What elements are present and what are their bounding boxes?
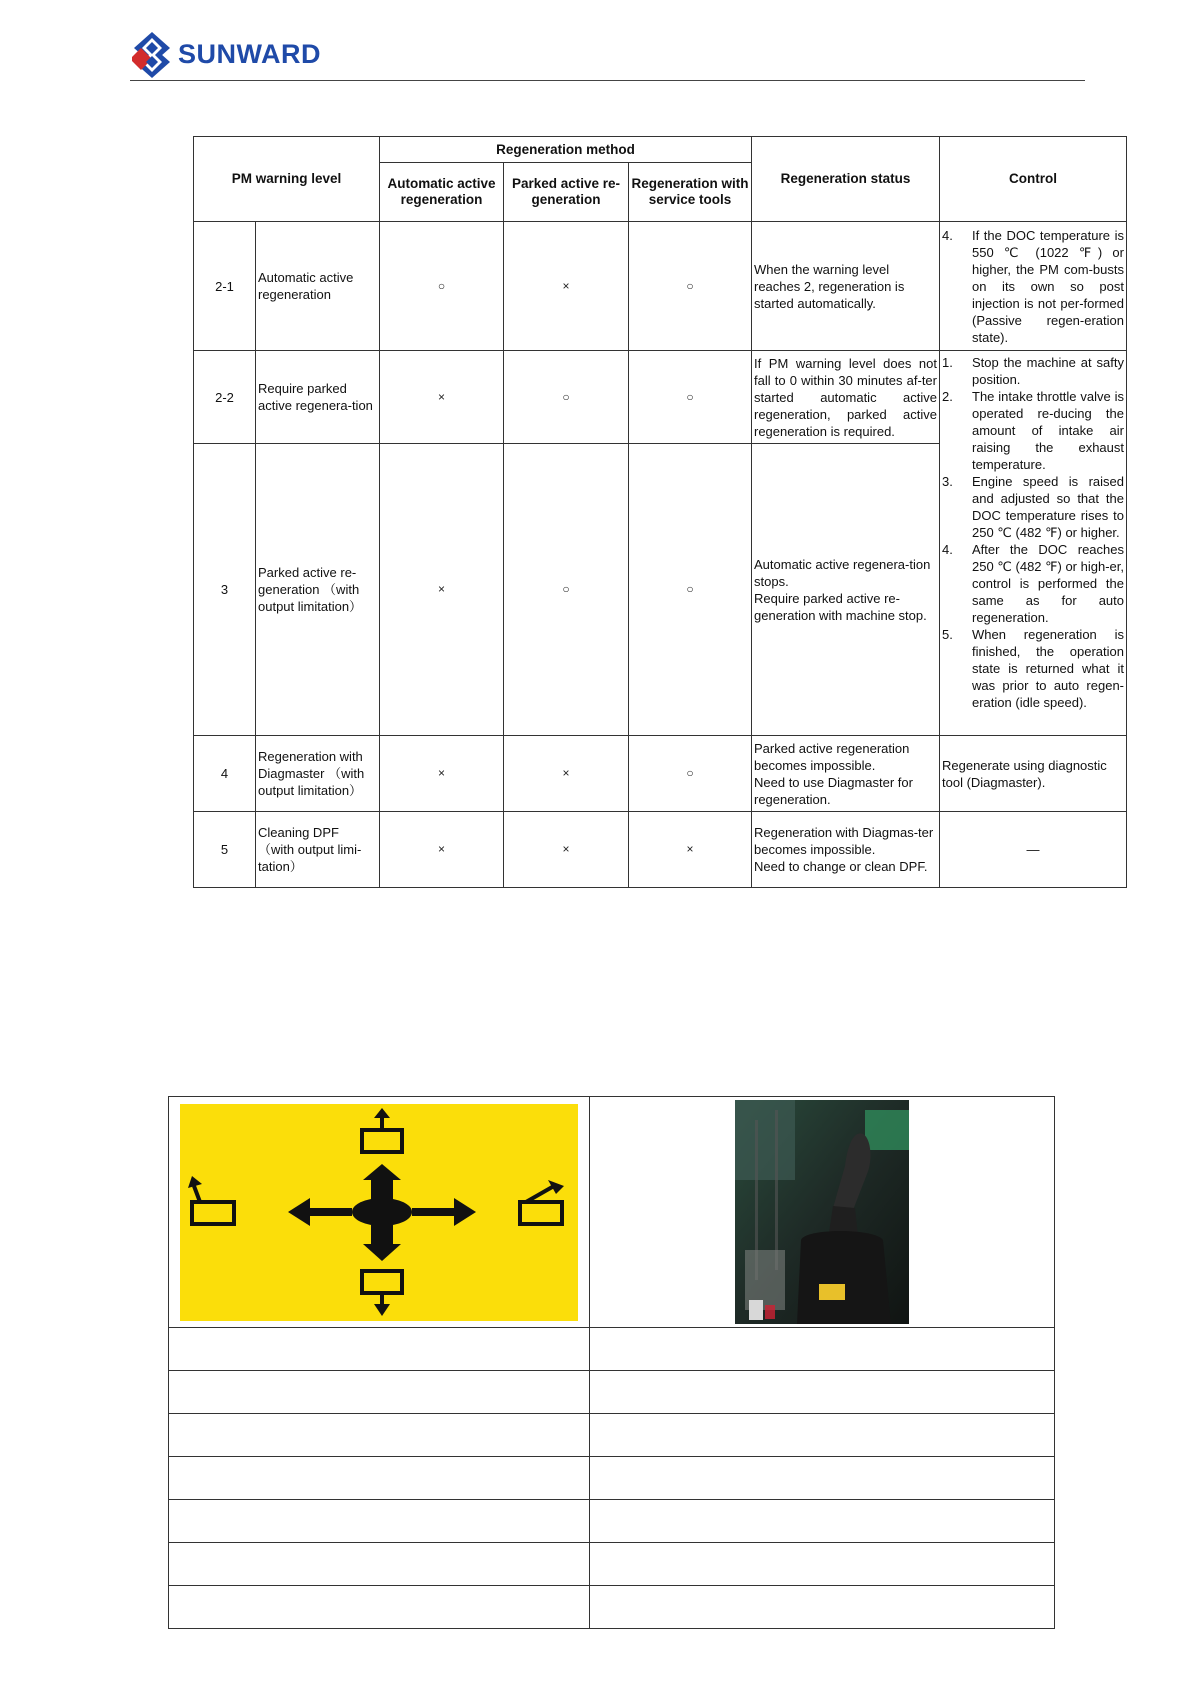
control-step-text: After the DOC reaches 250 ℃ (482 ℉) or high-er, control is performed the same as for auto regeneration. — [972, 542, 1124, 625]
page-header — [130, 26, 1085, 82]
empty-cell — [169, 1543, 590, 1586]
table-row — [194, 351, 1127, 444]
empty-cell — [590, 1500, 1055, 1543]
control-step-text: If the DOC temperature is 550 ℃ (1022 ℉) or higher, the PM com-busts on its own so post injection is not per-formed (Passive regen-eration state). — [972, 227, 1124, 345]
pattern-diagram-cell — [169, 1097, 590, 1328]
header-regeneration-status: Regeneration status — [752, 137, 940, 222]
brand-name: SUNWARD — [178, 39, 321, 69]
control-step-number: 1. — [942, 355, 953, 370]
table-row — [169, 1500, 1055, 1543]
level-cell: 3 — [194, 444, 256, 736]
status-line: Automatic active regenera-tion stops. — [754, 556, 931, 589]
parked-active-mark: ○ — [504, 444, 629, 736]
status-line: Need to change or clean DPF. — [754, 859, 928, 874]
control-step-number: 5. — [942, 627, 953, 642]
table-row — [169, 1414, 1055, 1457]
status-cell — [752, 736, 940, 812]
empty-cell — [590, 1586, 1055, 1629]
control-cell: Regenerate using diagnostic tool (Diagmaster). — [940, 736, 1127, 812]
control-step-number: 4. — [942, 542, 953, 557]
status-cell — [752, 444, 940, 736]
status-line: Need to use Diagmaster for regeneration. — [754, 774, 913, 807]
table-row — [169, 1371, 1055, 1414]
table-row — [169, 1543, 1055, 1586]
level-name-cell: Automatic active regeneration — [256, 222, 380, 351]
empty-cell — [590, 1414, 1055, 1457]
level-cell: 2-1 — [194, 222, 256, 351]
empty-cell — [169, 1586, 590, 1629]
control-step-text: When regeneration is finished, the operation state is returned what it was prior to auto regen-eration (idle speed). — [972, 627, 1124, 710]
lever-center-icon — [352, 1198, 412, 1226]
joystick-photo-cell — [590, 1097, 1055, 1328]
parked-active-mark: × — [504, 812, 629, 888]
service-tools-mark: ○ — [629, 736, 752, 812]
parked-active-mark: ○ — [504, 351, 629, 444]
image-row — [169, 1097, 1055, 1328]
parked-active-mark: × — [504, 222, 629, 351]
status-line: Require parked active re-generation with machine stop. — [754, 590, 927, 623]
control-step-text: Engine speed is raised and adjusted so that the DOC temperature rises to 250 ℃ (482 ℉) or higher. — [972, 474, 1124, 540]
table-row — [194, 222, 1127, 351]
control-step-number: 4. — [942, 227, 953, 243]
parked-active-mark: × — [504, 736, 629, 812]
control-step-number: 2. — [942, 389, 953, 404]
parked-control-cell — [940, 351, 1127, 736]
empty-cell — [590, 1328, 1055, 1371]
empty-cell — [590, 1457, 1055, 1500]
empty-cell — [169, 1500, 590, 1543]
service-tools-mark: ○ — [629, 444, 752, 736]
status-cell — [752, 812, 940, 888]
status-line: Regeneration with Diagmas-ter becomes impossible. — [754, 825, 934, 857]
level-cell: 2-2 — [194, 351, 256, 444]
status-cell: If PM warning level does not fall to 0 within 30 minutes af-ter started automatic active regeneration, parked active regeneration is required. — [752, 351, 940, 444]
control-step-text: The intake throttle valve is operated re-ducing the amount of intake air raising the exhaust temperature. — [972, 389, 1124, 472]
header-service-tools: Regeneration with service tools — [629, 163, 752, 222]
joystick-photo — [735, 1100, 909, 1324]
service-tools-mark: × — [629, 812, 752, 888]
control-pattern-table — [168, 1096, 1055, 1629]
level-cell: 5 — [194, 812, 256, 888]
empty-cell — [590, 1543, 1055, 1586]
sunward-logo-icon — [132, 30, 172, 80]
table-row — [194, 736, 1127, 812]
regeneration-table — [193, 136, 1127, 888]
header-pm-warning-level: PM warning level — [194, 137, 380, 222]
header-parked-active: Parked active re-generation — [504, 163, 629, 222]
table-row — [169, 1586, 1055, 1629]
table-row — [194, 812, 1127, 888]
status-cell: When the warning level reaches 2, regeneration is started automatically. — [752, 222, 940, 351]
control-step-text: Stop the machine at safty position. — [972, 355, 1124, 387]
empty-cell — [169, 1328, 590, 1371]
auto-active-mark: × — [380, 351, 504, 444]
header-regeneration-method: Regeneration method — [380, 137, 752, 163]
level-name-cell: Cleaning DPF （with output limi-tation） — [256, 812, 380, 888]
control-cell: — — [940, 812, 1127, 888]
service-tools-mark: ○ — [629, 351, 752, 444]
header-auto-active: Automatic active regeneration — [380, 163, 504, 222]
auto-active-mark: × — [380, 812, 504, 888]
control-cell — [940, 222, 1127, 351]
empty-cell — [169, 1371, 590, 1414]
header-divider — [130, 80, 1085, 81]
header-control: Control — [940, 137, 1127, 222]
empty-cell — [169, 1414, 590, 1457]
auto-active-mark: × — [380, 444, 504, 736]
table-row — [169, 1328, 1055, 1371]
empty-cell — [590, 1371, 1055, 1414]
level-cell: 4 — [194, 736, 256, 812]
table-row — [169, 1457, 1055, 1500]
auto-active-mark: × — [380, 736, 504, 812]
level-name-cell: Require parked active regenera-tion — [256, 351, 380, 444]
level-name-cell: Regeneration with Diagmaster （with output limitation） — [256, 736, 380, 812]
control-step-number: 3. — [942, 474, 953, 489]
empty-cell — [169, 1457, 590, 1500]
control-pattern-diagram — [180, 1104, 578, 1321]
auto-active-mark: ○ — [380, 222, 504, 351]
level-name-cell: Parked active re-generation （with output limitation） — [256, 444, 380, 736]
service-tools-mark: ○ — [629, 222, 752, 351]
status-line: Parked active regeneration becomes impossible. — [754, 740, 910, 773]
